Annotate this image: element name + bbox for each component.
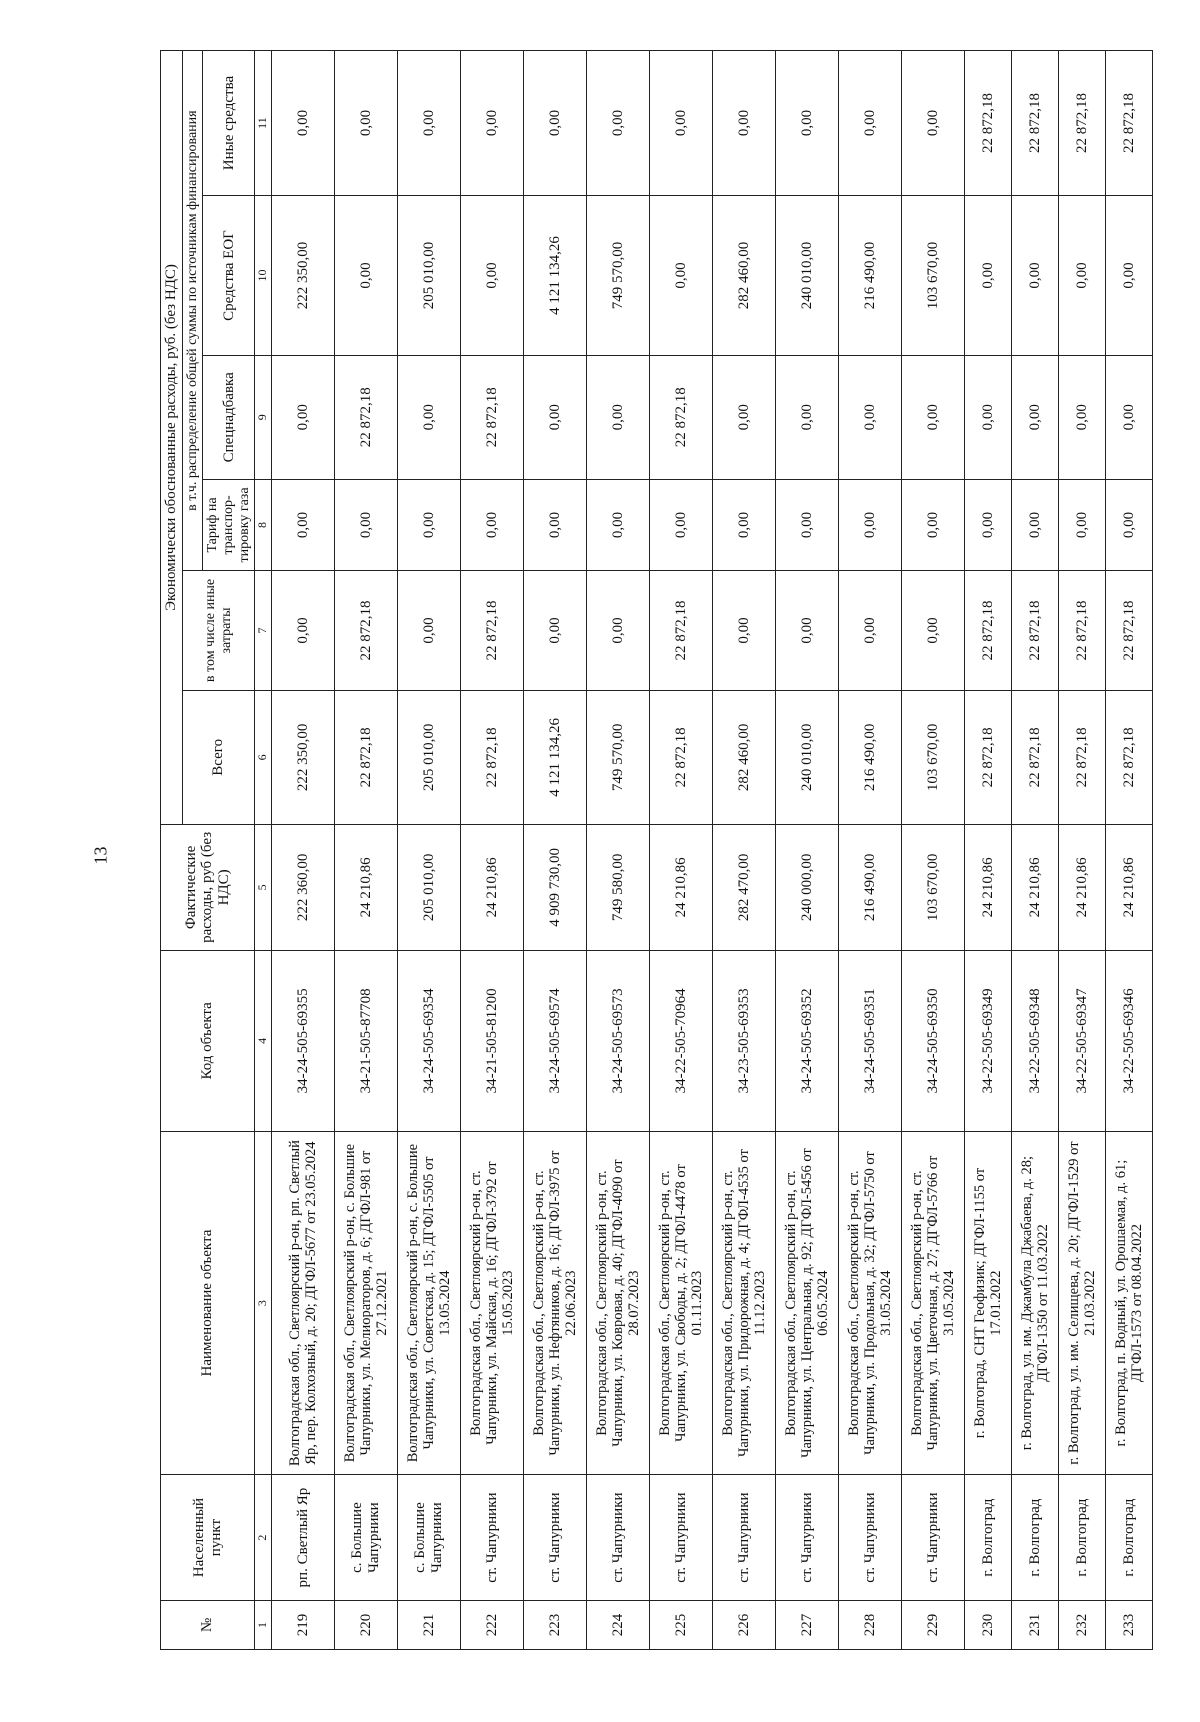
header-object-name: Наименование объекта <box>161 1131 255 1474</box>
row-eog: 0,00 <box>334 196 397 356</box>
row-eog: 0,00 <box>1058 196 1105 356</box>
row-other-funds: 22 872,18 <box>1058 51 1105 196</box>
row-settlement: г. Волгоград <box>1011 1475 1058 1601</box>
header-object-code: Код объекта <box>161 950 255 1131</box>
row-settlement: ст. Чапурники <box>775 1475 838 1601</box>
row-settlement: ст. Чапурники <box>460 1475 523 1601</box>
row-eog: 749 570,00 <box>586 196 649 356</box>
row-number: 230 <box>964 1600 1011 1649</box>
header-econ: Экономически обоснованные расходы, руб. (без НДС) <box>161 51 183 825</box>
row-object-name: Волгоградская обл., Светлоярский р-он, ст. Чапурники, ул. Центральная, д. 92; ДГФЛ-5456 от 06.05.2024 <box>775 1131 838 1474</box>
row-surcharge: 0,00 <box>712 355 775 479</box>
row-tariff: 0,00 <box>775 479 838 571</box>
row-other-funds: 0,00 <box>397 51 460 196</box>
table-row <box>1105 51 1152 1650</box>
col-num: 6 <box>255 690 271 824</box>
header-distribution: в т.ч. распределение общей суммы по источникам финансирования <box>182 51 203 571</box>
row-object-code: 34-24-505-69351 <box>838 950 901 1131</box>
row-eog: 282 460,00 <box>712 196 775 356</box>
table-row <box>775 51 838 1650</box>
row-surcharge: 0,00 <box>838 355 901 479</box>
table-row <box>649 51 712 1650</box>
col-num: 8 <box>255 479 271 571</box>
row-settlement: ст. Чапурники <box>523 1475 586 1601</box>
row-settlement: ст. Чапурники <box>838 1475 901 1601</box>
row-tariff: 0,00 <box>586 479 649 571</box>
row-total: 205 010,00 <box>397 690 460 824</box>
row-object-code: 34-21-505-87708 <box>334 950 397 1131</box>
row-number: 229 <box>901 1600 964 1649</box>
row-object-name: г. Волгоград, СНТ Геофизик; ДГФЛ-1155 от 17.01.2022 <box>964 1131 1011 1474</box>
row-surcharge: 0,00 <box>1011 355 1058 479</box>
row-actual: 103 670,00 <box>901 824 964 950</box>
header-settlement: Населенный пункт <box>161 1475 255 1601</box>
row-actual: 24 210,86 <box>649 824 712 950</box>
row-other-costs: 0,00 <box>901 571 964 690</box>
row-number: 222 <box>460 1600 523 1649</box>
row-object-code: 34-23-505-69353 <box>712 950 775 1131</box>
table-row <box>838 51 901 1650</box>
row-surcharge: 0,00 <box>1105 355 1152 479</box>
row-tariff: 0,00 <box>271 479 334 571</box>
row-other-funds: 0,00 <box>775 51 838 196</box>
row-tariff: 0,00 <box>838 479 901 571</box>
row-other-funds: 0,00 <box>271 51 334 196</box>
row-eog: 0,00 <box>1105 196 1152 356</box>
row-eog: 0,00 <box>649 196 712 356</box>
row-actual: 24 210,86 <box>460 824 523 950</box>
row-actual: 24 210,86 <box>1105 824 1152 950</box>
row-eog: 240 010,00 <box>775 196 838 356</box>
row-eog: 205 010,00 <box>397 196 460 356</box>
row-object-code: 34-24-505-69350 <box>901 950 964 1131</box>
row-actual: 749 580,00 <box>586 824 649 950</box>
table-row <box>334 51 397 1650</box>
row-surcharge: 0,00 <box>1058 355 1105 479</box>
col-num: 4 <box>255 950 271 1131</box>
row-surcharge: 22 872,18 <box>460 355 523 479</box>
row-other-costs: 0,00 <box>838 571 901 690</box>
row-other-costs: 22 872,18 <box>1058 571 1105 690</box>
col-num: 9 <box>255 355 271 479</box>
row-other-costs: 22 872,18 <box>1011 571 1058 690</box>
row-object-name: Волгоградская обл., Светлоярский р-он, с. Большие Чапурники, ул. Советская, д. 15; ДГФЛ-5505 от 13.05.2024 <box>397 1131 460 1474</box>
row-object-name: Волгоградская обл., Светлоярский р-он, ст. Чапурники, ул. Майская, д. 16; ДГФЛ-3792 от 15.05.2023 <box>460 1131 523 1474</box>
row-settlement: г. Волгоград <box>1058 1475 1105 1601</box>
row-tariff: 0,00 <box>901 479 964 571</box>
row-number: 231 <box>1011 1600 1058 1649</box>
row-object-name: г. Волгоград, ул. им. Джамбула Джабаева, д. 28; ДГФЛ-1350 от 11.03.2022 <box>1011 1131 1058 1474</box>
row-object-code: 34-22-505-69349 <box>964 950 1011 1131</box>
row-tariff: 0,00 <box>334 479 397 571</box>
row-tariff: 0,00 <box>460 479 523 571</box>
row-actual: 4 909 730,00 <box>523 824 586 950</box>
col-num: 10 <box>255 196 271 356</box>
row-settlement: ст. Чапурники <box>712 1475 775 1601</box>
row-settlement: ст. Чапурники <box>649 1475 712 1601</box>
row-surcharge: 0,00 <box>523 355 586 479</box>
row-eog: 103 670,00 <box>901 196 964 356</box>
row-other-costs: 22 872,18 <box>460 571 523 690</box>
page-number: 13 <box>90 846 111 865</box>
row-object-name: Волгоградская обл., Светлоярский р-он, ст. Чапурники, ул. Ковровая, д. 40; ДГФЛ-4090 от 28.07.2023 <box>586 1131 649 1474</box>
row-tariff: 0,00 <box>1011 479 1058 571</box>
row-other-costs: 0,00 <box>712 571 775 690</box>
row-other-funds: 0,00 <box>838 51 901 196</box>
row-number: 226 <box>712 1600 775 1649</box>
col-num: 1 <box>255 1600 271 1649</box>
header-other-funds: Иные средства <box>203 51 255 196</box>
row-other-funds: 0,00 <box>334 51 397 196</box>
row-total: 749 570,00 <box>586 690 649 824</box>
row-number: 233 <box>1105 1600 1152 1649</box>
row-other-funds: 0,00 <box>523 51 586 196</box>
row-eog: 0,00 <box>1011 196 1058 356</box>
table-row <box>523 51 586 1650</box>
row-object-code: 34-24-505-69574 <box>523 950 586 1131</box>
row-object-code: 34-24-505-69352 <box>775 950 838 1131</box>
table-row <box>712 51 775 1650</box>
row-other-costs: 22 872,18 <box>1105 571 1152 690</box>
row-other-funds: 0,00 <box>586 51 649 196</box>
header-surcharge: Спецнадбавка <box>203 355 255 479</box>
row-actual: 24 210,86 <box>1011 824 1058 950</box>
row-total: 240 010,00 <box>775 690 838 824</box>
row-object-code: 34-22-505-69347 <box>1058 950 1105 1131</box>
row-object-code: 34-22-505-69346 <box>1105 950 1152 1131</box>
header-tariff: Тариф на транспор-тировку газа <box>203 479 255 571</box>
row-actual: 222 360,00 <box>271 824 334 950</box>
row-other-costs: 0,00 <box>586 571 649 690</box>
row-other-funds: 0,00 <box>649 51 712 196</box>
row-settlement: с. Большие Чапурники <box>334 1475 397 1601</box>
row-object-name: Волгоградская обл., Светлоярский р-он, с. Большие Чапурники, ул. Мелиораторов, д. 6; ДГФЛ-981 от 27.12.2021 <box>334 1131 397 1474</box>
row-actual: 205 010,00 <box>397 824 460 950</box>
rotated-table-wrapper <box>160 50 1180 1650</box>
row-other-funds: 22 872,18 <box>964 51 1011 196</box>
row-actual: 282 470,00 <box>712 824 775 950</box>
row-surcharge: 0,00 <box>775 355 838 479</box>
row-surcharge: 0,00 <box>964 355 1011 479</box>
row-total: 103 670,00 <box>901 690 964 824</box>
table-row <box>586 51 649 1650</box>
row-eog: 0,00 <box>460 196 523 356</box>
row-object-name: Волгоградская обл., Светлоярский р-он, ст. Чапурники, ул. Придорожная, д. 4; ДГФЛ-4535 от 11.12.2023 <box>712 1131 775 1474</box>
col-num: 11 <box>255 51 271 196</box>
row-other-costs: 22 872,18 <box>334 571 397 690</box>
table-row <box>901 51 964 1650</box>
header-total: Всего <box>182 690 255 824</box>
row-total: 222 350,00 <box>271 690 334 824</box>
row-object-code: 34-22-505-69348 <box>1011 950 1058 1131</box>
header-other-costs: в том числе иные затраты <box>182 571 255 690</box>
row-tariff: 0,00 <box>397 479 460 571</box>
row-other-funds: 0,00 <box>712 51 775 196</box>
row-number: 227 <box>775 1600 838 1649</box>
row-surcharge: 0,00 <box>271 355 334 479</box>
row-settlement: г. Волгоград <box>1105 1475 1152 1601</box>
row-total: 4 121 134,26 <box>523 690 586 824</box>
table-body <box>271 51 1152 1650</box>
row-other-costs: 0,00 <box>775 571 838 690</box>
col-num: 5 <box>255 824 271 950</box>
row-object-name: Волгоградская обл., Светлоярский р-он, ст. Чапурники, ул. Цветочная, д. 27; ДГФЛ-5766 от 31.05.2024 <box>901 1131 964 1474</box>
row-surcharge: 0,00 <box>397 355 460 479</box>
row-other-costs: 0,00 <box>271 571 334 690</box>
row-object-code: 34-24-505-69573 <box>586 950 649 1131</box>
row-other-costs: 22 872,18 <box>964 571 1011 690</box>
row-object-name: Волгоградская обл., Светлоярский р-он, ст. Чапурники, ул. Продольная, д. 32; ДГФЛ-5750 от 31.05.2024 <box>838 1131 901 1474</box>
row-actual: 24 210,86 <box>334 824 397 950</box>
row-total: 282 460,00 <box>712 690 775 824</box>
row-tariff: 0,00 <box>1058 479 1105 571</box>
row-total: 22 872,18 <box>1011 690 1058 824</box>
row-settlement: с. Большие Чапурники <box>397 1475 460 1601</box>
row-tariff: 0,00 <box>523 479 586 571</box>
table-row <box>1011 51 1058 1650</box>
row-surcharge: 22 872,18 <box>649 355 712 479</box>
row-other-costs: 0,00 <box>397 571 460 690</box>
table-row <box>271 51 334 1650</box>
row-object-name: г. Волгоград, ул. им. Селищева, д. 20; ДГФЛ-1529 от 21.03.2022 <box>1058 1131 1105 1474</box>
row-surcharge: 0,00 <box>586 355 649 479</box>
costs-table <box>160 50 1153 1650</box>
row-tariff: 0,00 <box>712 479 775 571</box>
row-number: 223 <box>523 1600 586 1649</box>
row-other-costs: 22 872,18 <box>649 571 712 690</box>
table-row <box>964 51 1011 1650</box>
row-total: 22 872,18 <box>460 690 523 824</box>
row-surcharge: 22 872,18 <box>334 355 397 479</box>
row-other-funds: 22 872,18 <box>1011 51 1058 196</box>
row-tariff: 0,00 <box>1105 479 1152 571</box>
row-total: 22 872,18 <box>1105 690 1152 824</box>
row-number: 221 <box>397 1600 460 1649</box>
row-tariff: 0,00 <box>964 479 1011 571</box>
row-settlement: ст. Чапурники <box>901 1475 964 1601</box>
header-no: № <box>161 1600 255 1649</box>
row-object-name: Волгоградская обл., Светлоярский р-он, ст. Чапурники, ул. Свободы, д. 2; ДГФЛ-4478 от 01.11.2023 <box>649 1131 712 1474</box>
row-object-code: 34-24-505-69355 <box>271 950 334 1131</box>
row-settlement: рп. Светлый Яр <box>271 1475 334 1601</box>
row-eog: 0,00 <box>964 196 1011 356</box>
table-row <box>397 51 460 1650</box>
row-number: 232 <box>1058 1600 1105 1649</box>
row-total: 216 490,00 <box>838 690 901 824</box>
col-num: 3 <box>255 1131 271 1474</box>
row-other-funds: 0,00 <box>901 51 964 196</box>
header-eog: Средства ЕОГ <box>203 196 255 356</box>
row-eog: 4 121 134,26 <box>523 196 586 356</box>
row-eog: 216 490,00 <box>838 196 901 356</box>
row-actual: 240 000,00 <box>775 824 838 950</box>
row-total: 22 872,18 <box>1058 690 1105 824</box>
column-numbers-row <box>255 51 271 1650</box>
row-object-name: Волгоградская обл., Светлоярский р-он, рп. Светлый Яр, пер. Колхозный, д. 20; ДГФЛ-5677 от 23.05.2024 <box>271 1131 334 1474</box>
row-object-name: Волгоградская обл., Светлоярский р-он, ст. Чапурники, ул. Нефтяников, д. 16; ДГФЛ-3975 от 22.06.2023 <box>523 1131 586 1474</box>
row-number: 228 <box>838 1600 901 1649</box>
row-number: 224 <box>586 1600 649 1649</box>
row-actual: 24 210,86 <box>1058 824 1105 950</box>
row-total: 22 872,18 <box>334 690 397 824</box>
row-object-code: 34-24-505-69354 <box>397 950 460 1131</box>
row-total: 22 872,18 <box>964 690 1011 824</box>
row-number: 219 <box>271 1600 334 1649</box>
col-num: 7 <box>255 571 271 690</box>
row-number: 225 <box>649 1600 712 1649</box>
row-other-costs: 0,00 <box>523 571 586 690</box>
header-actual: Фактические расходы, руб (без НДС) <box>161 824 255 950</box>
row-settlement: ст. Чапурники <box>586 1475 649 1601</box>
row-other-funds: 0,00 <box>460 51 523 196</box>
row-object-code: 34-22-505-70964 <box>649 950 712 1131</box>
row-number: 220 <box>334 1600 397 1649</box>
col-num: 2 <box>255 1475 271 1601</box>
row-settlement: г. Волгоград <box>964 1475 1011 1601</box>
row-other-funds: 22 872,18 <box>1105 51 1152 196</box>
table-row <box>460 51 523 1650</box>
row-eog: 222 350,00 <box>271 196 334 356</box>
row-surcharge: 0,00 <box>901 355 964 479</box>
row-total: 22 872,18 <box>649 690 712 824</box>
row-actual: 216 490,00 <box>838 824 901 950</box>
row-actual: 24 210,86 <box>964 824 1011 950</box>
row-object-code: 34-21-505-81200 <box>460 950 523 1131</box>
row-object-name: г. Волгоград, п. Водный, ул. Орошаемая, д. 61; ДГФЛ-1573 от 08.04.2022 <box>1105 1131 1152 1474</box>
table-row <box>1058 51 1105 1650</box>
row-tariff: 0,00 <box>649 479 712 571</box>
